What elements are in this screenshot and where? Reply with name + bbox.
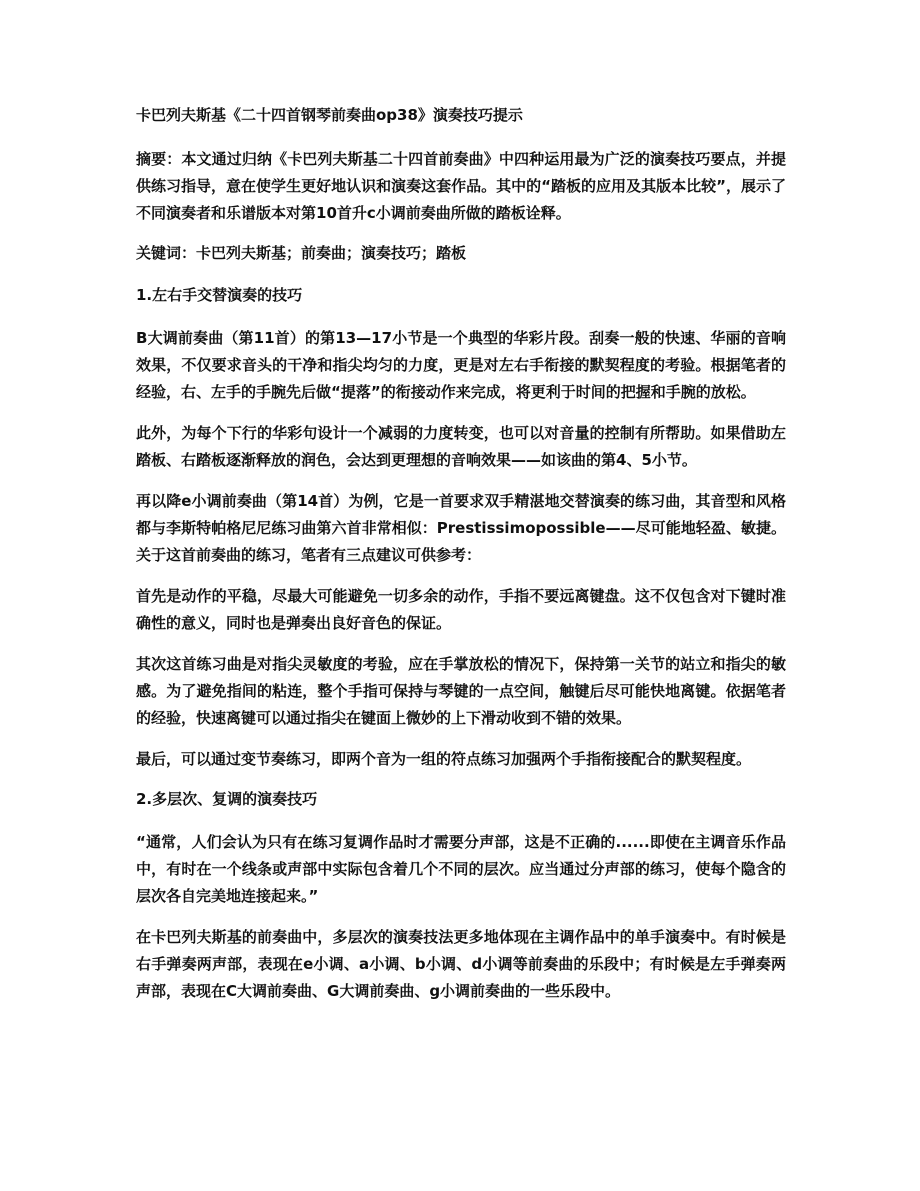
- section-1-paragraph-6: 最后，可以通过变节奏练习，即两个音为一组的符点练习加强两个手指衔接配合的默契程度。: [136, 750, 752, 768]
- section-1-paragraph-4: 首先是动作的平稳，尽最大可能避免一切多余的动作，手指不要远离键盘。这不仅包含对下键时准确性的意义，同时也是弹奏出良好音色的保证。: [136, 587, 786, 632]
- section-1-paragraph-2: 此外，为每个下行的华彩句设计一个减弱的力度转变，也可以对音量的控制有所帮助。如果借助左踏板、右踏板逐渐释放的润色，会达到更理想的音响效果——如该曲的第4、5小节。: [136, 424, 786, 469]
- section-1-paragraph-3: 再以降e小调前奏曲（第14首）为例，它是一首要求双手精湛地交替演奏的练习曲，其音型和风格都与李斯特帕格尼尼练习曲第六首非常相似：Prestissimopossible——尽可能地轻盈、敏捷。关于这首前奏曲的练习，笔者有三点建议可供参考：: [136, 492, 786, 564]
- document-page: [136, 103, 786, 1019]
- section-1-paragraph-5: 其次这首练习曲是对指尖灵敏度的考验，应在手掌放松的情况下，保持第一关节的站立和指尖的敏感。为了避免指间的粘连，整个手指可保持与琴键的一点空间，触键后尽可能快地离键。依据笔者的经验，快速离键可以通过指尖在键面上微妙的上下滑动收到不错的效果。: [136, 655, 786, 727]
- section-2-heading: 2.多层次、复调的演奏技巧: [136, 790, 318, 808]
- section-1-paragraph-1: B大调前奏曲（第11首）的第13—17小节是一个典型的华彩片段。刮奏一般的快速、华丽的音响效果，不仅要求音头的干净和指尖均匀的力度，更是对左右手衔接的默契程度的考验。根据笔者的经验，右、左手的手腕先后做“提落”的衔接动作来完成，将更利于时间的把握和手腕的放松。: [136, 329, 786, 401]
- section-2-paragraph-2: 在卡巴列夫斯基的前奏曲中，多层次的演奏技法更多地体现在主调作品中的单手演奏中。有时候是右手弹奏两声部，表现在e小调、a小调、b小调、d小调等前奏曲的乐段中；有时候是左手弹奏两声部，表现在C大调前奏曲、G大调前奏曲、g小调前奏曲的一些乐段中。: [136, 928, 786, 1000]
- section-2-paragraph-1: “通常，人们会认为只有在练习复调作品时才需要分声部，这是不正确的......即使在主调音乐作品中，有时在一个线条或声部中实际包含着几个不同的层次。应当通过分声部的练习，使每个隐含的层次各自完美地连接起来。”: [136, 833, 786, 905]
- abstract-paragraph: 摘要：本文通过归纳《卡巴列夫斯基二十四首前奏曲》中四种运用最为广泛的演奏技巧要点，并提供练习指导，意在使学生更好地认识和演奏这套作品。其中的“踏板的应用及其版本比较”，展示了不同演奏者和乐谱版本对第10首升c小调前奏曲所做的踏板诠释。: [136, 150, 786, 222]
- section-1-heading: 1.左右手交替演奏的技巧: [136, 286, 303, 304]
- keywords-line: 关键词：卡巴列夫斯基；前奏曲；演奏技巧；踏板: [136, 244, 467, 262]
- document-title: 卡巴列夫斯基《二十四首钢琴前奏曲op38》演奏技巧提示: [136, 106, 523, 124]
